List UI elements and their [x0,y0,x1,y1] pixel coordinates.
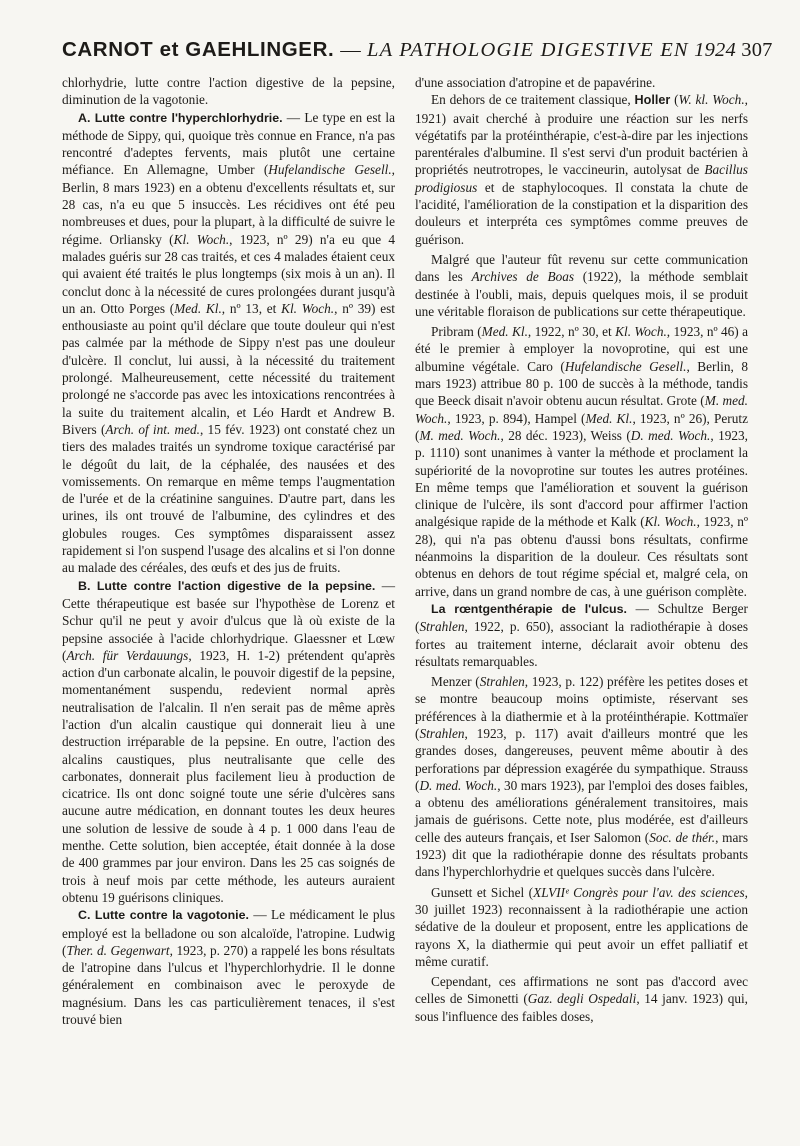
text-run: , nº 13, et [221,300,282,316]
reference-citation: Kl. Woch. [173,231,230,247]
text-run: , 1923, p. 122) préfère les petites doses et se montre beaucoup moins optimiste, réservant ses préférences à la diathermie et à la protéinthérapie. Kottmaïer ( [415,674,749,741]
reference-citation: Strahlen [419,619,465,635]
reference-citation: Kl. Woch. [615,324,667,340]
text-run: , 28 déc. 1923), Weiss ( [500,427,631,443]
reference-citation: Arch. of int. med. [105,421,200,437]
paragraph [415,884,748,970]
text-run: , nº 39) est enthousiaste au point qu'il déclare que toute douleur qui n'est pas calmée par la méthode de Sippy n'est pas une douleur d'ulcère. Il conclut, lui aussi, à la nécessité du traitement prolongé. Malheureusement, cette nécessité du traitement prolongé ne s'accorde pas avec les intoxications rencontrées à la suite du traitement alcalin, et Léo Hardt et Andrew B. Bivers ( [62,300,395,437]
reference-citation: Hufelandische Gesell. [564,358,687,374]
rontgentherapy-heading: La rœntgenthérapie de l'ulcus. [431,601,627,616]
paragraph [415,673,748,881]
paragraph [415,251,748,320]
text-run: , 1923, nº 29) n'a eu que 4 malades guéris sur 28 cas traités, et ces 4 malades étaient ceux qui avaient été traités le plus longtemps (six mois à un an). Il conclut donc à la nécessité de cures prolongées durant jusqu'à un an. Otto Porges ( [62,231,396,316]
reference-citation: Strahlen [479,674,525,690]
section-c-heading: C. Lutte contre la vagotonie. [78,908,249,923]
reference-citation: Soc. de thér. [649,829,716,845]
reference-citation: Strahlen [419,725,465,741]
text-run: d'une association d'atropine et de papavérine. [415,75,656,90]
text-run: , mars 1923) dit que la radiothérapie donne des résultats probants dans l'hyperchlorhydrie et quelques succès dans l'ulcère. [415,829,748,880]
text-run: , 1923, p. 270) a rappelé les bons résultats de l'atropine dans l'ulcus et l'hyperchlorhydrie. Il le donne généralement en combinaison avec le peroxyde de magnésium. Dans les cas particulièrement tenaces, il s'est trouvé bien [62,942,395,1028]
text-run: — Schultze Berger ( [415,600,748,635]
reference-citation: W. kl. Woch. [678,92,745,108]
text-run: , 1923, nº 46) a été le premier à employer la novoprotine, qui est une albumine végétale. Caro ( [415,324,749,374]
paragraph [415,973,748,1025]
section-a-paragraph [62,109,395,577]
text-run: , 1923, H. 1-2) prétendent qu'après action d'un carbonate alcalin, le pouvoir digestif de la pepsine, momentanément suspendu, redevient normal après neutralisation de l'alcalin. Il n'en serait pas de même après l'action d'un alcalin caustique qui donnerait lieu à une destruction irréparable de la pepsine. En outre, l'action des alcalins caustiques, plus neutralisante que celle des carbonates, donnerait plus facilement lieu à production de cicatrice. Ils ont donc soigné toute une série d'ulcères sans aucune autre médication, en donnant toutes les deux heures une solution de lessive de soude à 4 p. 1 000 dans l'eau de menthe. Cette solution, bien acceptée, était donnée à la dose de 400 grammes par jour environ. Dans les 25 cas soignés de trois à neuf mois par cette méthode, les auteurs auraient obtenu 19 guérisons cliniques. [62,647,395,905]
text-run: ( [670,92,679,108]
rontgentherapy-paragraph [415,600,748,670]
reference-citation: Hufelandische Gesell. [268,162,392,178]
reference-citation: Gaz. degli Ospedali [527,991,637,1007]
text-run: , 1923, p. 117) avait d'ailleurs montré que les grandes doses, dangereuses, peuvent même aboutir à des perforations par dépression exagérée du sympathique. Strauss ( [415,725,748,793]
header-year: 1924 [694,39,736,61]
text-run: , 1923, p. 894), Hampel ( [447,410,586,426]
reference-citation: D. med. Woch. [419,777,498,793]
text-run: chlorhydrie, lutte contre l'action digestive de la pepsine, diminution de la vagotonie. [62,75,395,108]
text-run: (1922), la méthode semblait destinée à l'oubli, mais, depuis quelques mois, il se produit une véritable floraison de publications sur cette thérapeutique. [415,269,748,319]
reference-citation: Med. Kl. [481,324,528,340]
right-column [415,74,748,1028]
text-run: , Berlin, 8 mars 1923) attribue 80 p. 100 de succès à la méthode, tandis que Beeck disait n'avoir obtenu aucun résultat. Grote ( [415,358,748,409]
text-run: et de staphylocoques. Il constata la chute de l'acidité, l'amélioration de la constipation et la disparition des douleurs et interpréta ces symptômes comme preuves de guérison. [415,179,748,247]
header-authors: CARNOT et GAEHLINGER. [62,38,335,61]
text-run: , 1923, nº 26), Perutz ( [415,410,748,443]
header-dash: — [340,39,361,61]
text-run: , 1921) avait cherché à produire une réaction sur les nerfs végétatifs par la protéinthérapie, c'est-à-dire par les injections parentérales d'albumine. Il s'est servi d'un produit bactérien à propriétés neutrotropes, le vaccineurin, autolysat de [415,92,748,178]
text-run: , 30 mars 1923), par l'emploi des doses faibles, a obtenu des améliorations généralement transitoires, mais jamais de guérisons. Cette note, plus modérée, est d'ailleurs celle des auteurs français, et Iser Salomon ( [415,777,748,845]
reference-citation: D. med. Woch. [630,427,711,443]
left-column [62,74,395,1028]
text-run: — Le type en est la méthode de Sippy, qui, quoique très connue en France, n'a pas rencontré d'adeptes fervents, mais plutôt une certaine méfiance. En Allemagne, Umber ( [62,109,396,178]
reference-citation: M. med. Woch. [419,427,501,443]
reference-citation: XLVIIᵉ Congrès pour l'av. des sciences [533,884,745,900]
reference-citation: Arch. für Verdauungs [66,647,189,663]
text-run: , 1923, p. 1110) sont unanimes à vanter la méthode et proclament la supériorité de la novoprotine sur toutes les autres protéines. En même temps que l'amélioration et souvent la guérison clinique de l'ulcère, ils sont d'accord pour affirmer l'action analgésique rapide de la méthode et Kalk ( [415,427,748,530]
reference-citation: Archives de Boas [471,269,575,285]
paragraph [415,91,748,248]
running-header [62,36,773,64]
section-a-heading: A. Lutte contre l'hyperchlorhydrie. [78,110,283,125]
paragraph [415,323,748,600]
text-run: , 1922, p. 650), associant la radiothérapie à doses fortes au traitement interne, déclarait avoir obtenu des résultats remarquables. [415,619,748,669]
text-run: Malgré que l'auteur fût revenu sur cette communication dans les [415,251,748,285]
text-run: , 1923, nº 28), qui n'a pas obtenu d'aussi bons résultats, confirme néanmoins la disparition de la douleur. Ces résultats sont obtenus en dehors de tout régime spécial et, malgré cela, on arrive, dans un grand nombre de cas, à une guérison complète. [415,514,749,599]
paragraph [415,74,748,91]
text-run: , 14 janv. 1923) qui, sous l'influence des faibles doses, [415,991,749,1024]
two-column-body [62,74,748,1028]
text-run: Cependant, ces affirmations ne sont pas d'accord avec celles de Simonetti ( [415,974,748,1007]
reference-citation: M. med. Woch. [415,393,749,426]
text-run: — Cette thérapeutique est basée sur l'hypothèse de Lorenz et Schur qu'il ne peut y avoir d'ulcus que là où existe de la pepsine associée à l'acide chlorhydrique. Glaessner et Lœw ( [62,577,395,663]
text-run: En dehors de ce traitement classique, [431,92,635,108]
section-c-paragraph [62,906,395,1028]
text-run: , 30 juillet 1923) reconnaissent à la radiothérapie une action sédative de la douleur et proposent, entre les applications de rayons X, la diathermie qui peut avoir un effet palliatif et même curatif. [415,884,748,969]
reference-citation: Kl. Woch. [281,300,335,316]
text-run: , 15 fév. 1923) ont constaté chez un tiers des malades traités un syndrome toxique caractérisé par le dégoût du lait, de la céphalée, des nausées et des vomissements. On remarque en même temps l'augmentation de l'urée et de la créatinine sanguines. D'autre part, dans les urines, ils ont trouvé de l'albumine, des cylindres et des globules rouges. Ces symptômes disparaissent assez rapidement si l'on suspend l'usage des alcalins et si l'on donne au malade des céréales, des œufs et des jus de fruits. [62,421,395,576]
paragraph [62,74,395,109]
text-run: Holler [634,93,671,108]
header-journal-title: LA PATHOLOGIE DIGESTIVE EN [366,39,689,61]
text-run: Pribram ( [431,324,482,340]
text-run: — Le médicament le plus employé est la belladone ou son alcaloïde, l'atropine. Ludwig ( [62,907,395,958]
text-run: , Berlin, 8 mars 1923) en a obtenu d'excellents résultats et, sur 28 cas, n'a eu que 5 insuccès. Les récidives ont été peu nombreuses et dues, pour la plupart, à la difficulté de suivre le régime. Orliansky ( [62,162,395,247]
reference-citation: Ther. d. Gegenwart [66,942,170,958]
reference-citation: Bacillus prodigiosus [415,162,748,195]
text-run: Gunsett et Sichel ( [431,884,534,900]
text-run: , 1922, nº 30, et [527,324,616,340]
reference-citation: Kl. Woch. [644,514,697,530]
reference-citation: Med. Kl. [174,300,222,316]
section-b-heading: B. Lutte contre l'action digestive de la pepsine. [78,578,376,593]
reference-citation: Med. Kl. [585,410,633,426]
page-number: 307 [741,39,773,61]
section-b-paragraph [62,577,395,907]
text-run: Menzer ( [431,674,480,690]
